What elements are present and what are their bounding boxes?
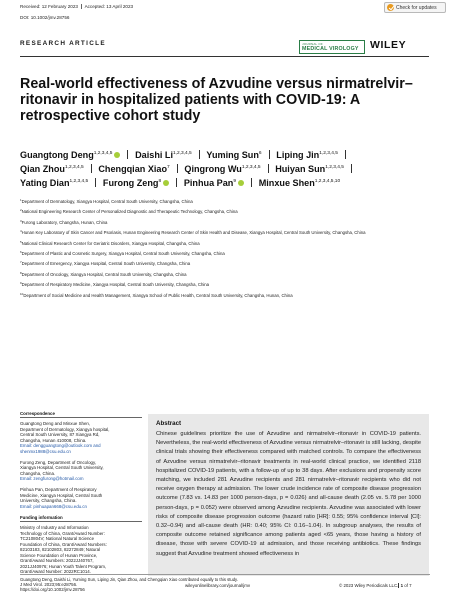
affiliation: $^5$National Clinical Research Center for Geriatric Disorders, Xiangya Hospital, Changsha, China [20,239,200,246]
check-updates-label: Check for updates [396,4,437,11]
page-number: 1 [400,583,404,588]
separator [81,4,82,9]
citation-doi-link[interactable]: https://doi.org/10.1002/jmv.28756 [20,587,85,593]
correspondence-block: Guangtong Deng and Minxue Shen, Department of Dermatology, Xiangya hospital, Central South University, 87 Xiangya Rd, Changsha, Hunan 410008, China. Email: dengguangtong@outlook.com and shenmx1988@csu.edu.cn [20,421,142,454]
author[interactable]: Yuming Sun$^6$ [206,150,262,160]
affiliation: $^9$Department of Respiratory Medicine, Xiangya Hospital, Central South University, Changsha, China [20,281,210,288]
doi[interactable]: DOI: 10.1002/jmv.28756 [20,15,70,20]
correspondence-block: Pinhua Pan, Department of Respiratory Medicine, Xiangya Hospital, Central South University, Changsha, China. Email: pinhuapan668@csu.edu.cn [20,487,142,509]
orcid-icon[interactable] [114,152,120,158]
correspondence-heading: Correspondence [20,411,55,416]
orcid-icon[interactable] [163,180,169,186]
journal-logo[interactable] [299,40,365,54]
received-accepted-dates [20,4,133,9]
received-date: Received: 12 February 2023 [20,4,78,9]
affiliations [20,198,430,302]
author[interactable]: Daishi Li$^{1,2,3,4,5}$ [135,150,192,160]
journal-logo-line1: JOURNAL OF [302,42,323,46]
author-row-3 [20,178,340,188]
email-link[interactable]: Email: pinhuapan668@csu.edu.cn [20,503,87,509]
publisher-logo[interactable]: WILEY [370,39,407,51]
check-updates-icon [387,4,394,11]
correspondence-block: Furong Zeng, Department of Oncology, Xiangya Hospital, Central South University, Changsha, China. Email: zengfurong@hotmail.com [20,460,142,482]
sidebar-info [20,411,142,580]
check-for-updates-button[interactable] [384,2,446,13]
author-row-2 [20,164,359,174]
divider [20,417,142,418]
author[interactable]: Chengqian Xiao$^7$ [98,164,170,174]
journal-logo-line2: MEDICAL VIROLOGY [302,46,359,52]
separator [398,583,399,588]
affiliation: $^2$National Engineering Research Center of Personalized Diagnostic and Therapeutic Technology, Changsha, China [20,208,238,215]
author-row-1 [20,150,353,160]
author[interactable]: Pinhua Pan$^9$ [184,178,244,188]
accepted-date: Accepted: 13 April 2023 [84,4,134,9]
affiliation: $^8$Department of Oncology, Xiangya Hospital, Central South University, Changsha, China [20,270,187,277]
equal-contribution-note: Guangtong Deng, Daishi Li, Yuming Sun, Liping Jin, Qian Zhou, and Chengqian Xiao contributed equally to this study. [20,574,430,582]
abstract-box [148,414,429,576]
article-title: Real-world effectiveness of Azvudine versus nirmatrelvir–ritonavir in hospitalized patients with COVID-19: A retrospective cohort study [20,76,413,124]
author[interactable]: Guangtong Deng$^{1,2,3,4,5}$ [20,150,120,160]
page-indicator [396,583,412,588]
affiliation: $^7$Department of Emergency, Xiangya Hospital, Central South University, Changsha, China [20,260,191,267]
author[interactable]: Minxue Shen$^{1,2,3,4,5,10}$ [258,178,341,188]
author[interactable]: Furong Zeng$^8$ [103,178,169,188]
author[interactable]: Yating Dian$^{1,2,3,4,5}$ [20,178,89,188]
author[interactable]: Huiyan Sun$^{1,2,3,4,5}$ [275,164,344,174]
citation [20,582,85,593]
affiliation: $^4$Hunan Key Laboratory of Skin Cancer and Psoriasis, Hunan Engineering Research Center of Skin Health and Disease, Xiangya Hospital, Central South University, Changsha, China [20,229,366,236]
affiliation: $^1$Department of Dermatology, Xiangya Hospital, Central South University, Changsha, China [20,198,193,204]
affiliation: $^3$Furong Laboratory, Changsha, Hunan, China [20,218,108,225]
author[interactable]: Qingrong Wu$^{1,2,3,4,5}$ [184,164,261,174]
affiliation: $^6$Department of Plastic and Cosmetic Surgery, Xiangya Hospital, Central South University, Changsha, China [20,249,225,256]
divider [20,521,142,522]
abstract-heading: Abstract [156,420,182,427]
author[interactable]: Liping Jin$^{1,2,3,4,5}$ [276,150,338,160]
copyright: © 2023 Wiley Periodicals LLC. [339,583,399,588]
email-link[interactable]: shenmx1988@csu.edu.cn [20,448,71,454]
funding-heading: Funding information [20,514,63,520]
email-link[interactable]: Email: zengfurong@hotmail.com [20,476,84,482]
journal-site-link[interactable]: wileyonlinelibrary.com/journal/jmv [185,583,251,588]
affiliation: $^{10}$Department of Social Medicine and Health Management, Xiangya School of Public Health, Central South University, Changsha, Hunan, China [20,291,293,298]
email-link[interactable]: Email: dengguangtong@outlook.com and [20,443,101,449]
orcid-icon[interactable] [238,180,244,186]
abstract-text: Chinese guidelines prioritize the use of Azvudine and nirmatrelvir–ritonavir in COVID-19 patients. Nevertheless, the real-world effectiveness of Azvudine versus nirmatrelvir–ritonavir is still lacking, despite clinical trials showing their effectiveness compared with matched controls. To compare the effectiveness of Azvudine versus nirmatrelvir–ritonavir treatments in real-world clinical practice, we identified 2118 hospitalized COVID-19 patients, with a follow-up of up to 38 days. After exclusions and propensity score matching, we included 281 Azvudine recipients and 281 nirmatrelvir–ritonavir recipients who did not receive oxygen therapy at admission. The lower crude incidence rate of composite disease progression outcome (7.83 vs. 14.83 per 1000 person-days, p = 0.026) and all-cause death (2.05 vs. 5.78 per 1000 person-days, p = 0.052) were observed among Azvudine recipients. Azvudine was associated with lower risks of composite disease progression outcome (hazard ratio [HR]: 0.55; 95% confidence interval [CI]: 0.32–0.94) and all-cause death (HR: 0.40; 95% CI: 0.16–1.04). In subgroup analyses, the results of composite outcome retained significance among patients aged <65 years, those having a history of disease, those with severe COVID-19 at admission, and those receiving antibiotics. These findings suggest that Azvudine treatment showed effectiveness in [156,431,421,557]
funding-block: Ministry of Industry and Information Technology of China, Grant/Award Number: TC210804V; National Natural Science Foundation of China, Grant/Award Numbers: 82103183, 82102803, 82272849; Natural Science Foundation of Hunan Province, Grant/Award Numbers: 2022JJ40767, 2021JJ40976; Hunan Youth Talent Program, Grant/Award Number: 2022RC1014. [20,525,107,575]
header-divider [20,56,429,57]
page-total: of 7 [404,583,412,588]
author[interactable]: Qian Zhou$^{1,2,3,4,5}$ [20,164,84,174]
citation-journal: J Med Virol. 2023;95:e28756. [20,582,78,587]
article-type: RESEARCH ARTICLE [20,40,106,47]
